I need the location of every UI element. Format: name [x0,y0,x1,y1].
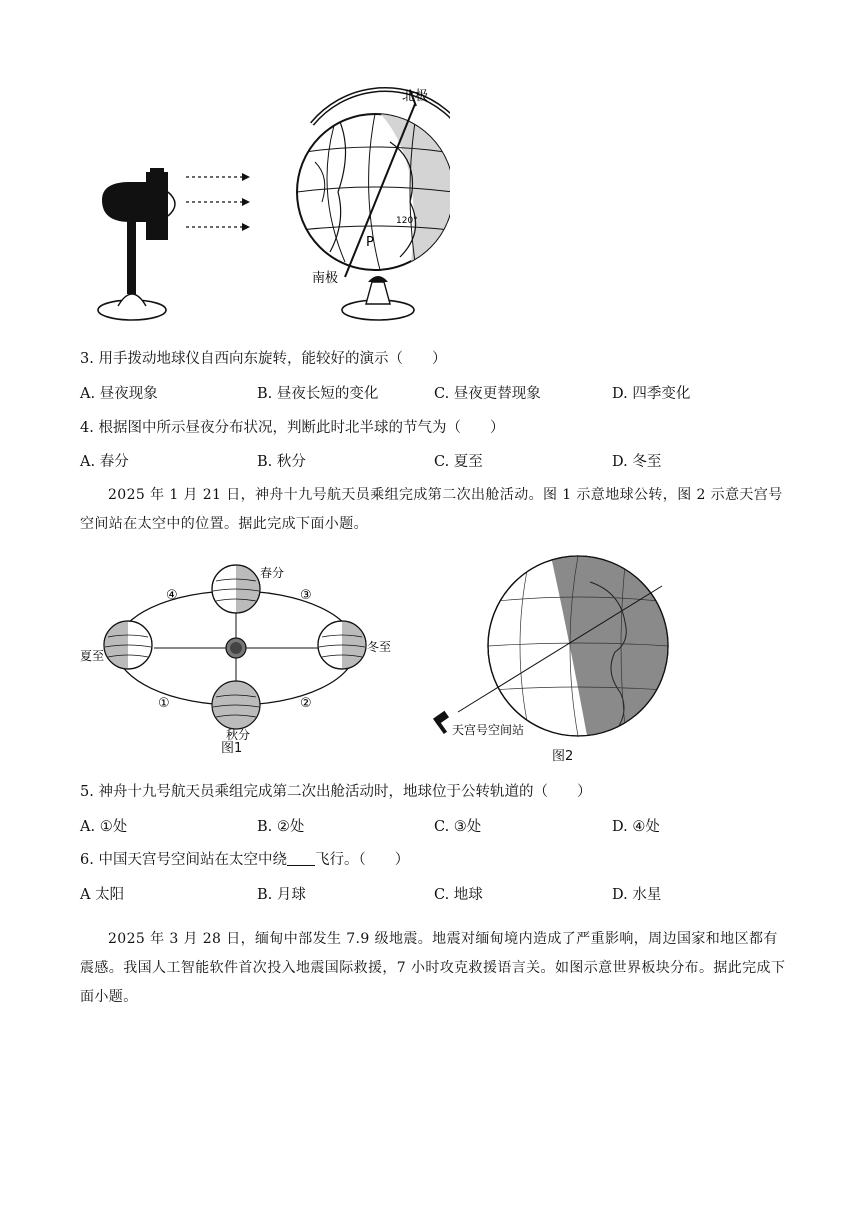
position-4: ④ [166,588,178,603]
q4-option-d[interactable]: D. 冬至 [612,454,662,470]
context-paragraph-1: 2025 年 1 月 21 日，神舟十九号航天员乘组完成第二次出舱活动。图 1 示意地球公转，图 2 示意天宫号空间站在太空中的位置。据此完成下面小题。 [80,487,783,532]
earth-orbit-figure [74,555,404,755]
q6-stem-after: 飞行。（ ） [314,852,410,868]
figure-2-caption: 图2 [552,749,574,764]
q6-option-c[interactable]: C. 地球 [434,887,483,903]
lamp-icon [98,168,175,320]
q6-blank[interactable] [287,851,315,866]
autumn-label: 秋分 [226,728,251,742]
q5-option-b[interactable]: B. ②处 [257,819,305,835]
q3-option-d[interactable]: D. 四季变化 [612,386,691,402]
north-pole-label: 北极 [402,89,429,104]
question-6-stem [80,848,409,869]
q3-option-c[interactable]: C. 昼夜更替现象 [434,386,541,402]
position-3: ③ [300,588,312,603]
station-label: 天宫号空间站 [452,723,525,737]
q5-option-a[interactable]: A. ①处 [80,819,128,835]
q4-option-a[interactable]: A. 春分 [80,454,129,470]
globe-icon [297,88,450,320]
q3-option-b[interactable]: B. 昼夜长短的变化 [257,386,379,402]
question-3-stem: 3. 用手拨动地球仪自西向东旋转，能较好的演示（ ） [80,351,447,367]
q6-option-b[interactable]: B. 月球 [257,887,306,903]
longitude-label: 120° [396,216,418,226]
south-pole-label: 南极 [312,271,339,286]
question-4-stem: 4. 根据图中所示昼夜分布状况，判断此时北半球的节气为（ ） [80,420,505,436]
summer-label: 夏至 [80,649,105,663]
earth-autumn-icon [212,681,260,729]
spring-label: 春分 [260,566,285,580]
q4-option-b[interactable]: B. 秋分 [257,454,306,470]
q3-option-a[interactable]: A. 昼夜现象 [80,386,158,402]
q4-option-c[interactable]: C. 夏至 [434,454,483,470]
p-label: P [366,235,374,250]
earth-spring-icon [212,565,260,613]
question-5-stem: 5. 神舟十九号航天员乘组完成第二次出舱活动时，地球位于公转轨道的（ ） [80,784,592,800]
winter-label: 冬至 [367,640,392,654]
figure-1-caption: 图1 [221,741,243,756]
q5-option-c[interactable]: C. ③处 [434,819,482,835]
light-rays [186,173,250,231]
lamp-globe-figure [90,82,450,332]
position-1: ① [158,696,170,711]
earth-winter-icon [318,621,366,669]
q6-option-a[interactable]: A 太阳 [80,887,125,903]
q6-stem-before: 6. 中国天宫号空间站在太空中绕 [80,852,287,868]
context-paragraph-2: 2025 年 3 月 28 日，缅甸中部发生 7.9 级地震。地震对缅甸境内造成了严重影响，周边国家和地区都有震感。我国人工智能软件首次投入地震国际救援，7 小时攻克救援语言关。如图示意世界板块分布。据此完成下面小题。 [80,931,786,1005]
position-2: ② [300,696,312,711]
q5-option-d[interactable]: D. ④处 [612,819,660,835]
space-station-icon [433,711,449,734]
earth-summer-icon [104,621,152,669]
space-station-figure [430,552,690,762]
q6-option-d[interactable]: D. 水星 [612,887,662,903]
